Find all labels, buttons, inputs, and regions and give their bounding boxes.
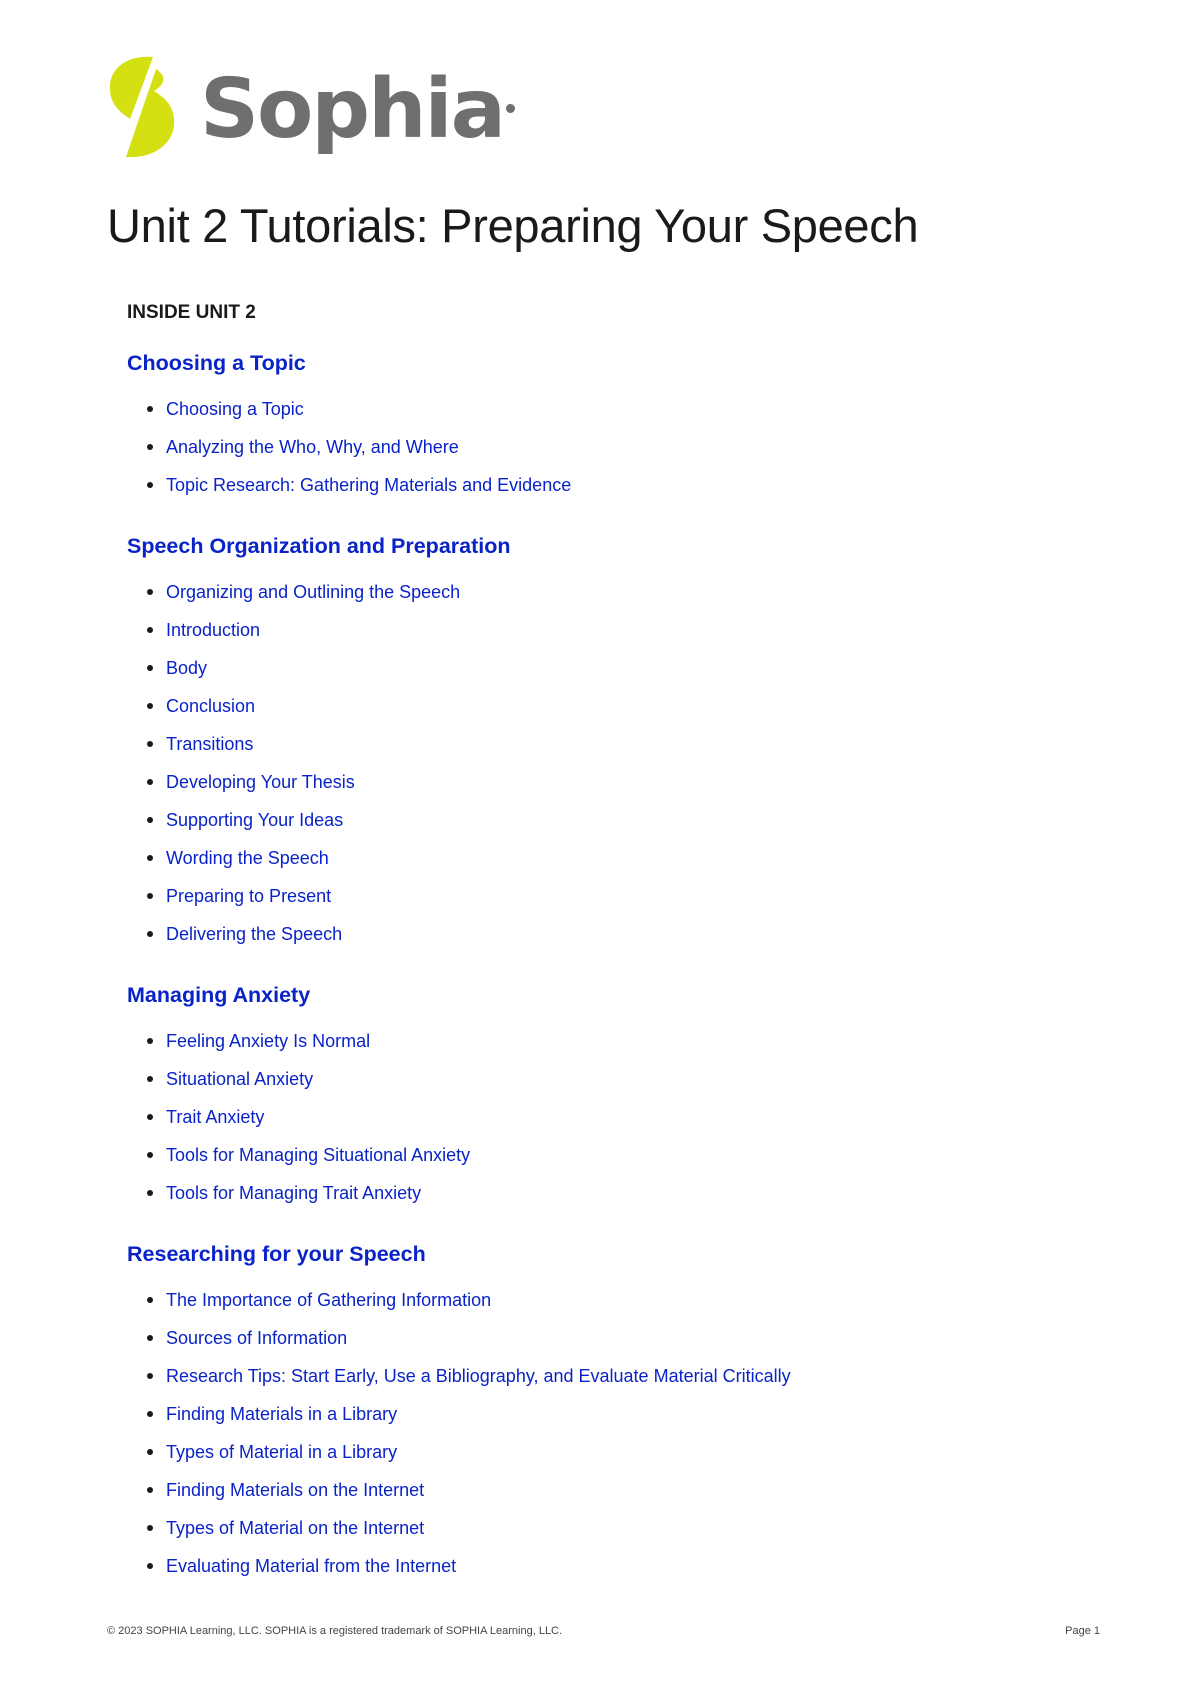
bullet-icon (147, 1297, 153, 1303)
tutorial-link[interactable]: Tools for Managing Situational Anxiety (166, 1145, 471, 1165)
list-item (127, 581, 1127, 619)
list-item (127, 1289, 1127, 1327)
bullet-icon (147, 1563, 153, 1569)
list-item (127, 695, 1127, 733)
bullet-icon (147, 1373, 153, 1379)
sophia-wordmark: Sophia (200, 62, 504, 157)
list-item (127, 1517, 1127, 1555)
tutorial-link[interactable]: Situational Anxiety (166, 1069, 314, 1089)
bullet-icon (147, 817, 153, 823)
list-item (127, 619, 1127, 657)
page-title: Unit 2 Tutorials: Preparing Your Speech (107, 199, 919, 252)
bullet-icon (147, 1114, 153, 1120)
section (127, 533, 1127, 961)
tutorial-link[interactable]: Transitions (166, 734, 254, 754)
bullet-icon (147, 855, 153, 861)
tutorial-link[interactable]: Preparing to Present (166, 886, 332, 906)
footer-page-number: Page 1 (1065, 1625, 1100, 1637)
list-item (127, 1030, 1127, 1068)
tutorial-link[interactable]: Supporting Your Ideas (166, 810, 344, 830)
footer-copyright: © 2023 SOPHIA Learning, LLC. SOPHIA is a registered trademark of SOPHIA Learning, LLC. (107, 1625, 563, 1637)
list-item (127, 733, 1127, 771)
bullet-icon (147, 1038, 153, 1044)
tutorial-link[interactable]: Introduction (166, 620, 261, 640)
section (127, 1241, 1127, 1593)
tutorial-link[interactable]: The Importance of Gathering Information (166, 1290, 492, 1310)
bullet-icon (147, 1525, 153, 1531)
bullet-icon (147, 741, 153, 747)
list-item (127, 1365, 1127, 1403)
list-item (127, 771, 1127, 809)
tutorial-list-items (127, 1289, 1127, 1593)
list-item (127, 809, 1127, 847)
tutorial-link[interactable]: Feeling Anxiety Is Normal (166, 1031, 371, 1051)
tutorial-list-items (127, 398, 1127, 512)
tutorial-link[interactable]: Delivering the Speech (166, 924, 343, 944)
list-item (127, 1441, 1127, 1479)
list-item (127, 398, 1127, 436)
bullet-icon (147, 779, 153, 785)
tutorial-link[interactable]: Conclusion (166, 696, 256, 716)
tutorial-link[interactable]: Body (166, 658, 208, 678)
list-item (127, 1327, 1127, 1365)
tutorial-link[interactable]: Trait Anxiety (166, 1107, 265, 1127)
bullet-icon (147, 589, 153, 595)
bullet-icon (147, 931, 153, 937)
tutorial-list (127, 350, 1127, 1614)
tutorial-link[interactable]: Analyzing the Who, Why, and Where (166, 437, 459, 457)
bullet-icon (147, 482, 153, 488)
bullet-icon (147, 627, 153, 633)
list-item (127, 923, 1127, 961)
sophia-s-mark-icon (104, 55, 180, 161)
tutorial-list-items (127, 1030, 1127, 1220)
wordmark-dot (506, 104, 515, 113)
bullet-icon (147, 1190, 153, 1196)
bullet-icon (147, 665, 153, 671)
list-item (127, 1106, 1127, 1144)
tutorial-link[interactable]: Sources of Information (166, 1328, 348, 1348)
bullet-icon (147, 406, 153, 412)
tutorial-link[interactable]: Evaluating Material from the Internet (166, 1556, 457, 1576)
tutorial-link[interactable]: Finding Materials on the Internet (166, 1480, 425, 1500)
bullet-icon (147, 1411, 153, 1417)
list-item (127, 1182, 1127, 1220)
list-item (127, 1403, 1127, 1441)
tutorial-link[interactable]: Organizing and Outlining the Speech (166, 582, 461, 602)
list-item (127, 885, 1127, 923)
list-item (127, 1555, 1127, 1593)
tutorial-link[interactable]: Tools for Managing Trait Anxiety (166, 1183, 422, 1203)
tutorial-link[interactable]: Wording the Speech (166, 848, 329, 868)
section-heading[interactable]: Managing Anxiety (127, 983, 311, 1007)
list-item (127, 1144, 1127, 1182)
section-heading[interactable]: Researching for your Speech (127, 1242, 426, 1266)
sophia-logo (104, 55, 515, 161)
bullet-icon (147, 893, 153, 899)
tutorial-link[interactable]: Types of Material on the Internet (166, 1518, 425, 1538)
section-heading[interactable]: Choosing a Topic (127, 351, 306, 375)
list-item (127, 657, 1127, 695)
bullet-icon (147, 1487, 153, 1493)
bullet-icon (147, 1449, 153, 1455)
bullet-icon (147, 1076, 153, 1082)
tutorial-link[interactable]: Developing Your Thesis (166, 772, 355, 792)
list-item (127, 847, 1127, 885)
bullet-icon (147, 1335, 153, 1341)
bullet-icon (147, 444, 153, 450)
section-heading[interactable]: Speech Organization and Preparation (127, 534, 511, 558)
list-item (127, 1479, 1127, 1517)
tutorial-link[interactable]: Choosing a Topic (166, 399, 304, 419)
section (127, 982, 1127, 1220)
bullet-icon (147, 1152, 153, 1158)
tutorial-link[interactable]: Types of Material in a Library (166, 1442, 398, 1462)
tutorial-link[interactable]: Research Tips: Start Early, Use a Bibliography, and Evaluate Material Critically (166, 1366, 791, 1386)
tutorial-link[interactable]: Topic Research: Gathering Materials and Evidence (166, 475, 572, 495)
tutorial-link[interactable]: Finding Materials in a Library (166, 1404, 398, 1424)
list-item (127, 1068, 1127, 1106)
list-item (127, 436, 1127, 474)
list-item (127, 474, 1127, 512)
unit-kicker: INSIDE UNIT 2 (127, 302, 256, 323)
tutorial-list-items (127, 581, 1127, 961)
section (127, 350, 1127, 512)
bullet-icon (147, 703, 153, 709)
